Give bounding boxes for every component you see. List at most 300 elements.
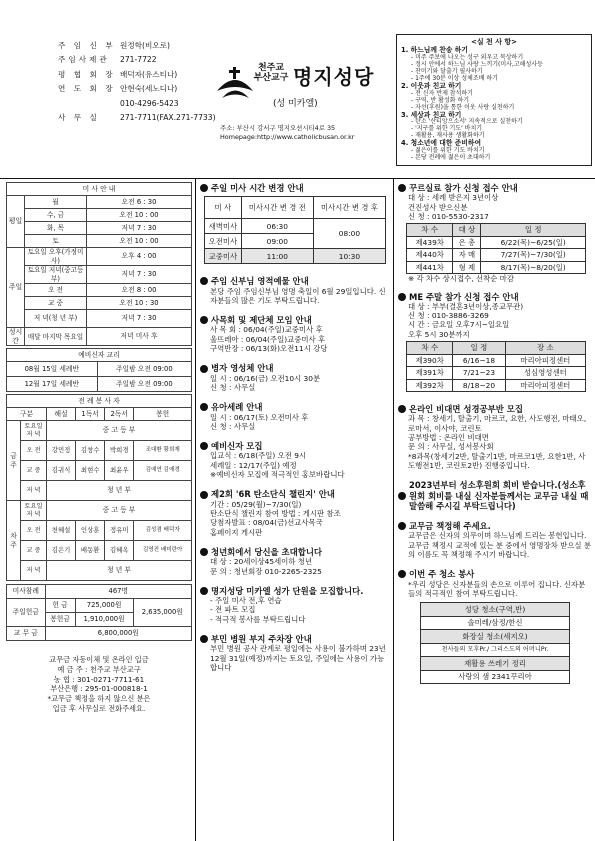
offering-sub: 헌 금 (45, 599, 75, 613)
mass-day: 교 중 (25, 297, 87, 310)
parish-patron: (성 미카엘) (273, 99, 318, 109)
servers-head: 구분 (7, 408, 47, 421)
section-title (200, 183, 390, 193)
practice-item: - '지구를 위한 기도' 바치기 (411, 125, 483, 133)
cleaning-cell: 화장실 청소(세지오) (421, 630, 570, 644)
schedule-cell: 제440차 (407, 249, 453, 262)
section-body: 부민 병원 공사 관계로 평일에는 사용이 불가하며 23년 12월 31일(예정)까지는 토요일, 주일에는 사용이 가능합니다 (210, 644, 386, 673)
schedule-row (407, 367, 586, 380)
servers-head: 봉헌 (134, 408, 192, 421)
mass-header-row (7, 183, 192, 196)
section-title (200, 489, 390, 499)
bullet-icon (398, 522, 406, 530)
schedule-table (406, 341, 586, 392)
cleaning-table (420, 602, 570, 684)
mass-group: 평일 (7, 196, 25, 248)
mass-before: 11:00 (241, 249, 313, 264)
bullet-icon (200, 548, 208, 556)
section-title (200, 402, 390, 412)
staff-value: 010-4296-5423 (120, 98, 179, 108)
section-title-text: 주일 미사 시간 변경 안내 (211, 183, 304, 193)
section-title (200, 441, 390, 451)
practice-item: - 찬미기와 달출기 필사하기 (411, 67, 483, 75)
brand-small: 천주교 부산교구 (253, 63, 289, 83)
prep-class: 12월 17일 세례반 (7, 377, 98, 392)
schedule-row (407, 236, 586, 249)
practice-item: - 구역, 반 활성화 하기 (411, 96, 470, 104)
practice-item: - 탄소 '산티앙으소서' 지속적으로 실천하기 (411, 118, 523, 126)
servers-name: 정유미 (105, 521, 134, 541)
mass-day: 토요일 오후(가정미사) (25, 248, 87, 266)
parish-logo-icon (213, 65, 257, 105)
schedule-cell: 7/27(목)~7/30(일) (481, 249, 586, 262)
staff-row (58, 53, 218, 68)
schedule-cell: 제391차 (407, 367, 453, 380)
section-title (200, 363, 390, 373)
bank-line: 입금 후 사무실로 전화주세요. (52, 703, 146, 713)
cleaning-cell: 사랑의 샘 2341꾸리아 (421, 670, 570, 684)
staff-value: 271-7722 (120, 55, 157, 65)
section-line: - 전 파트 모집 (210, 605, 256, 615)
servers-name: 강민정 (47, 441, 76, 461)
staff-value: 배덕자(유스티나) (120, 69, 178, 79)
offering-label: 교 무 금 (7, 627, 46, 641)
offering-label: 주일헌금 (7, 599, 46, 627)
bullet-icon (398, 405, 406, 413)
section-title-text: 꾸르실료 참가 신청 접수 안내 (409, 183, 518, 193)
servers-mass: 오 전 (21, 521, 47, 541)
mass-name: 새벽미사 (205, 219, 242, 234)
section-title (398, 521, 591, 531)
practice-heading: 1. 하느님께 찬송 하기 (401, 46, 468, 55)
section-body: 과 목 : 창세기, 탈출기, 마르코, 요한, 사도행전, 마태오,로마서, 이사야, 코린토 (408, 414, 587, 433)
mass-day: 수, 금 (25, 209, 87, 222)
mass-before: 09:00 (241, 234, 313, 249)
offering-amount: 725,000원 (75, 599, 133, 613)
servers-row (7, 501, 192, 521)
spacer (200, 392, 390, 402)
section-line: ※예비신자 모집에 적극적인 홍보바랍니다 (210, 470, 345, 480)
section-line: 시 간 : 금요일 오후7시~일요일 (408, 320, 510, 330)
schedule-head-cell: 대 상 (453, 224, 481, 237)
bullet-icon (200, 442, 208, 450)
servers-head: 1독서 (76, 408, 105, 421)
schedule-row (407, 354, 586, 367)
servers-row (7, 481, 192, 501)
offering-row (7, 585, 192, 599)
header (0, 0, 595, 178)
mass-time: 저녁 미사 후 (87, 328, 192, 346)
servers-name: 천혜설 (47, 521, 76, 541)
prep-table (6, 348, 192, 392)
bullet-icon (200, 365, 208, 373)
mass-time: 오전 8 : 00 (87, 284, 192, 297)
schedule-table (406, 223, 586, 274)
staff-row (58, 82, 218, 97)
schedule-head-cell: 차 수 (407, 224, 453, 237)
servers-week: 금주 (7, 421, 21, 501)
staff-info (58, 38, 218, 125)
staff-row (58, 96, 218, 111)
mass-change-table (204, 196, 386, 264)
section-title (200, 634, 390, 644)
section-line: 세례일 : 12/17(주일) 예정 (210, 460, 297, 470)
spacer (200, 537, 390, 547)
column-divider (393, 178, 394, 841)
mass-row (7, 284, 192, 297)
divider (0, 178, 595, 179)
servers-row (7, 461, 192, 481)
mass-time: 오전 10 : 00 (87, 209, 192, 222)
schedule-cell: 8/18~20 (453, 379, 505, 392)
practice-item: - 미주 주보에 나오는 성구 외우고 묵상하기 (411, 53, 524, 61)
cleaning-row (421, 630, 570, 644)
section-title-text: 온라인 비대면 성경공부반 모집 (409, 404, 523, 415)
address: 주소: 부산시 강서구 명지오션시티4로 35 (220, 124, 336, 132)
section-line: 신 청 : 010-5530-2317 (408, 211, 489, 221)
staff-row (58, 67, 218, 82)
offering-value: 6,800,000원 (45, 627, 191, 641)
mass-time: 오후 4 : 00 (87, 248, 192, 266)
practice-item: - 젊은이를 위한 기도 바치기 (411, 147, 485, 155)
section-line: 사 목 회 : 06/04(주일)교중미사 후 (210, 325, 323, 335)
mass-after: 08:00 (313, 219, 385, 249)
spacer (398, 284, 591, 292)
servers-name: 배동환 (76, 541, 105, 561)
servers-mass: 저 녁 (21, 561, 47, 581)
section-body: 본당 주임 주임신부님 영명 축일이 6월 29일입니다. 신자분들의 많은 기도 부탁드립니다. (210, 286, 386, 305)
mass-time: 저녁 7 : 30 (87, 222, 192, 235)
prep-time: 주일밤 오전 09:00 (97, 362, 191, 377)
offering-value: 467명 (45, 585, 191, 599)
servers-mass: 토요일 저 녁 (21, 501, 47, 521)
staff-row (58, 111, 218, 126)
servers-title: 전 례 봉 사 자 (7, 395, 192, 408)
servers-mass: 토요일 저 녁 (21, 421, 47, 441)
mass-day: 저 녁(청 년 부) (25, 310, 87, 328)
mass-change-head-cell: 미 사 (205, 197, 242, 219)
section-line: 건진성사 받으신분 (408, 202, 468, 212)
section-title (200, 276, 390, 286)
servers-head-row (7, 408, 192, 421)
section-title-text: 명지성당 미카엘 성가 단원을 모집합니다. (211, 585, 364, 596)
section-title (398, 183, 591, 193)
mass-table (6, 182, 192, 346)
staff-label: 평 협 회 장 (58, 69, 116, 79)
bank-line: *교무금 책정을 하지 않으신 분은 (47, 694, 151, 704)
section-line: 당첨자발표 : 08/04(금)선교사목국 (210, 518, 323, 528)
mass-column (6, 182, 192, 714)
prep-row (7, 362, 192, 377)
servers-mass: 교 중 (21, 541, 47, 561)
schedule-head-cell: 차 수 (407, 342, 453, 355)
servers-name: 김창수 (76, 441, 105, 461)
practice-item: - 자선(후원)을 통한 이웃 사랑 실천하기 (411, 103, 515, 111)
practice-item: - 1주에 30분 이상 성체조배 하기 (411, 74, 498, 82)
cleaning-cell: 천사들의 모후Pr./ 그리스도의 어머니Pr. (421, 643, 570, 657)
mass-change-row (205, 219, 386, 234)
servers-name: 조대환 황희재 (134, 441, 192, 461)
section-line: 대 상 : 세례 받은지 3년이상 (408, 193, 499, 203)
section-title (200, 586, 390, 596)
practice-box (396, 34, 592, 166)
spacer (200, 264, 390, 276)
bullet-icon (398, 293, 406, 301)
servers-name: 박희경 (105, 441, 134, 461)
servers-row (7, 541, 192, 561)
staff-label: 주임사제관 (58, 55, 110, 65)
servers-mass: 교 중 (21, 461, 47, 481)
servers-group: 청 년 부 (47, 481, 192, 501)
servers-name: 김예연 김예경 (134, 461, 192, 481)
staff-label: 사 무 실 (58, 113, 100, 123)
mass-time: 오전 10 : 00 (87, 235, 192, 248)
mass-day: 화, 목 (25, 222, 87, 235)
spacer (200, 479, 390, 489)
bank-info (6, 655, 192, 714)
mass-day: 오 전 (25, 284, 87, 297)
notice-column-3 (398, 183, 591, 684)
practice-heading: 2. 이웃과 친교 하기 (401, 81, 462, 90)
section-title (398, 569, 591, 579)
mass-time: 저녁 7 : 30 (87, 266, 192, 284)
servers-name: 김영진 배미란아 (134, 541, 192, 561)
offering-row (7, 599, 192, 613)
spacer (200, 353, 390, 363)
servers-name: 김성겸 배덕자 (134, 521, 192, 541)
notice-column-2 (200, 183, 390, 672)
schedule-cell: 제439차 (407, 236, 453, 249)
mass-row (7, 235, 192, 248)
schedule-cell: 제392차 (407, 379, 453, 392)
bullet-icon (200, 277, 208, 285)
mass-after: 10:30 (313, 249, 385, 264)
servers-week: 차주 (7, 501, 21, 581)
bullet-icon (200, 635, 208, 643)
section-line: 입교식 : 6/18(주일) 오전 9시 (210, 451, 307, 461)
cleaning-row (421, 643, 570, 657)
section-title-text: 사목회 및 제단체 모임 안내 (211, 315, 312, 326)
servers-name: 최윤우 (105, 461, 134, 481)
mass-time: 오전 6 : 30 (87, 196, 192, 209)
section-line: 일 시 : 06/17(토) 오전미사 후 (210, 412, 309, 422)
schedule-head (407, 224, 586, 237)
section-title-text: 제2회 '6R 탄소단식 챌린지' 안내 (211, 489, 335, 500)
mass-group: 주일 (7, 248, 25, 328)
section-line: 기간 : 05/29(월)~7/30(일) (210, 499, 302, 509)
offering-total: 2,635,000원 (133, 599, 191, 627)
section-title-text: 예비신자 모집 (211, 441, 263, 452)
schedule-row (407, 379, 586, 392)
homepage-link[interactable]: Homepage:http://www.catholicbusan.or.kr (220, 133, 355, 142)
mass-row (7, 209, 192, 222)
servers-name: 김은기 (47, 541, 76, 561)
offering-label: 미사참례 (7, 585, 46, 599)
bullet-icon (200, 403, 208, 411)
practice-item: - 본당 전례에 젊은이 초대하기 (411, 154, 491, 162)
staff-label: 주 임 신 부 (58, 40, 116, 50)
section-body: 교무금은 신자의 의무이며 하느님께 드리는 봉헌입니다. 교무금 책정시 교적에 있는 분 중에서 영명장차 받으실 분의 이름도 꼭 책정해 주시기 바랍니다. (408, 531, 592, 559)
offering-amount: 1,910,000원 (75, 613, 133, 627)
schedule-head-cell: 일 정 (453, 342, 505, 355)
section-body: *우리 성당은 신자분들의 손으로 이루어 집니다. 신자분들의 적극적인 참여 부탁드립니다. (408, 579, 586, 598)
staff-label: 연 도 회 장 (58, 84, 116, 94)
spacer (398, 559, 591, 569)
practice-heading: 4. 청소년에 대한 준비하여 (401, 139, 482, 148)
section-title (200, 315, 390, 325)
schedule-cell: 7/21~23 (453, 367, 505, 380)
schedule-cell: 마리아피정센터 (505, 354, 585, 367)
staff-value: 원정학(비오로) (120, 40, 170, 50)
practice-item: - 정시 안에서 하느님 사랑 느끼기(미사,고해성사등 (411, 60, 543, 68)
section-line: 신 청 : 사무실 (210, 421, 256, 431)
prep-time: 주일밤 오전 09:00 (97, 377, 191, 392)
mass-day: 매달 마지막 목요일 (25, 328, 87, 346)
section-line: 홈페이지 게시판 (210, 527, 263, 537)
bank-line: 농 협 : 301-0271-7711-61 (53, 674, 145, 684)
schedule-cell: 자 매 (453, 249, 481, 262)
address-block (220, 124, 354, 143)
cleaning-row (421, 603, 570, 617)
section-line: 대 상 : 부부(결혼3년이상,종교무관) (408, 301, 524, 311)
section-line: - 적극적 봉사를 부탁드립니다 (210, 614, 306, 624)
practice-item: - 전 신자 반제 참석하기 (411, 89, 473, 97)
section-line: 일 시 : 06/16(금) 오전10시 30분 (210, 373, 321, 383)
servers-group: 청 년 부 (47, 561, 192, 581)
servers-name: 김귀식 (47, 461, 76, 481)
staff-value: 271-7711(FAX.271-7733) (120, 113, 216, 123)
column-divider (195, 178, 196, 841)
cleaning-row (421, 670, 570, 684)
servers-group: 중 고 등 부 (47, 421, 192, 441)
schedule-row (407, 249, 586, 262)
spacer (200, 624, 390, 634)
bullet-icon (200, 316, 208, 324)
section-title-text: 주임 신부님 영적예물 안내 (211, 276, 309, 287)
section-title (398, 404, 591, 414)
bullet-icon (200, 184, 208, 192)
servers-mass: 오 전 (21, 441, 47, 461)
section-title-text: 교무금 책정해 주세요. (409, 521, 491, 532)
schedule-head (407, 342, 586, 355)
schedule-cell: 6/16~18 (453, 354, 505, 367)
servers-name: 인상훈 (76, 521, 105, 541)
servers-row (7, 521, 192, 541)
servers-row (7, 441, 192, 461)
section-title-text: 병자 영성체 안내 (211, 363, 274, 374)
prep-title: 예비신자 교리 (7, 349, 192, 362)
section-line: 신 청 : 사무실 (210, 382, 256, 392)
prep-class: 08월 15일 세례반 (7, 362, 98, 377)
section-title-text: 이번 주 청소 봉사 (409, 569, 475, 580)
prep-row (7, 377, 192, 392)
mass-group: 성시간 (7, 328, 25, 346)
offering-sub: 봉헌금 (45, 613, 75, 627)
mass-change-head-cell: 미사시간 변 경 후 (313, 197, 385, 219)
bank-line: 부산은행 : 295-01-000818-1 (50, 684, 148, 694)
staff-value: 안현숙(세노디나) (120, 84, 178, 94)
bullet-icon (398, 492, 406, 500)
mass-row (7, 266, 192, 284)
section-line: 구역반장 : 06/13(화)오전11시 강당 (210, 344, 328, 354)
bullet-icon (398, 184, 406, 192)
section-title-text: 2023년부터 성소후원회 회비 받습니다.(성소후원회 회비를 내실 신자분들께서는 교무금 내실 때 말씀해 주시길 부탁드립니다) (409, 480, 589, 511)
mass-change-head-cell: 미사시간 변 경 전 (241, 197, 313, 219)
spacer (200, 576, 390, 586)
servers-name: 김혜옥 (105, 541, 134, 561)
mass-time: 저녁 7 : 30 (87, 310, 192, 328)
schedule-cell: 제441차 (407, 261, 453, 274)
mass-day: 토요일 저녁(중고등부) (25, 266, 87, 284)
mass-name: 교중미사 (205, 249, 242, 264)
mass-row (7, 297, 192, 310)
offering-table (6, 584, 192, 641)
section-title-text: 청년회에서 당신을 초대합니다 (211, 547, 323, 557)
schedule-head-cell: 장 소 (505, 342, 585, 355)
mass-row (7, 310, 192, 328)
schedule-head-cell: 일 정 (481, 224, 586, 237)
section-note: ※ 각 차수 상시접수, 선착순 마감 (408, 274, 514, 284)
spacer (200, 431, 390, 441)
schedule-cell: 6/22(목)~6/25(일) (481, 236, 586, 249)
section-title (398, 292, 591, 302)
practice-title: <실 천 사 항> (470, 38, 518, 46)
spacer (398, 470, 591, 480)
bullet-icon (200, 491, 208, 499)
mass-row (7, 196, 192, 209)
section-line: 대 상 : 20세이상45세이하 청년 (210, 557, 313, 567)
mass-row (7, 248, 192, 266)
section-line: 탄소단식 챌린지 참여 방법 : 게시판 참조 (210, 509, 341, 519)
mass-row (7, 222, 192, 235)
prep-header (7, 349, 192, 362)
cleaning-cell: 성당 청소(구역,반) (421, 603, 570, 617)
section-line: 공부방법 : 온라인 비대면 (408, 433, 489, 443)
schedule-cell: 8/17(목)~8/20(일) (481, 261, 586, 274)
bank-line: 교무금 자동이체 및 온라인 입금 (49, 655, 149, 665)
practice-item: - 재활용, 재사용 생활화하기 (411, 132, 485, 140)
section-title-text: ME 주말 참가 신청 접수 안내 (409, 291, 519, 302)
section-line: - 주일 미사 전,후 연습 (210, 596, 282, 606)
section-title-text: 부민 병원 부지 주차장 안내 (211, 634, 312, 645)
spacer (398, 392, 591, 404)
section-title (200, 547, 390, 557)
servers-row (7, 421, 192, 441)
parish-name: 명지성당 (293, 65, 375, 89)
practice-heading: 3. 세상과 친교 하기 (401, 110, 462, 119)
mass-day: 월 (25, 196, 87, 209)
bullet-icon (398, 570, 406, 578)
servers-mass: 저 녁 (21, 481, 47, 501)
servers-name: 최현수 (76, 461, 105, 481)
section-line: 문 의 : 사무실, 성서봉사회 (408, 442, 494, 452)
cleaning-row (421, 657, 570, 671)
servers-head: 2독서 (105, 408, 134, 421)
mass-row (7, 328, 192, 346)
section-line: 울뜨레아 : 06/04(주일)교중미사 후 (210, 334, 326, 344)
schedule-row (407, 261, 586, 274)
section-line: 오후 5시 30분까지 (408, 329, 470, 339)
spacer (398, 511, 591, 521)
section-title (398, 480, 591, 511)
mass-time: 오전 10 : 30 (87, 297, 192, 310)
staff-row (58, 38, 218, 53)
mass-change-head (205, 197, 386, 219)
bank-line: 예 금 주 : 천주교 부산교구 (57, 664, 141, 674)
servers-group: 중 고 등 부 (47, 501, 192, 521)
mass-day: 토 (25, 235, 87, 248)
mass-title: 미 사 안 내 (7, 183, 192, 196)
